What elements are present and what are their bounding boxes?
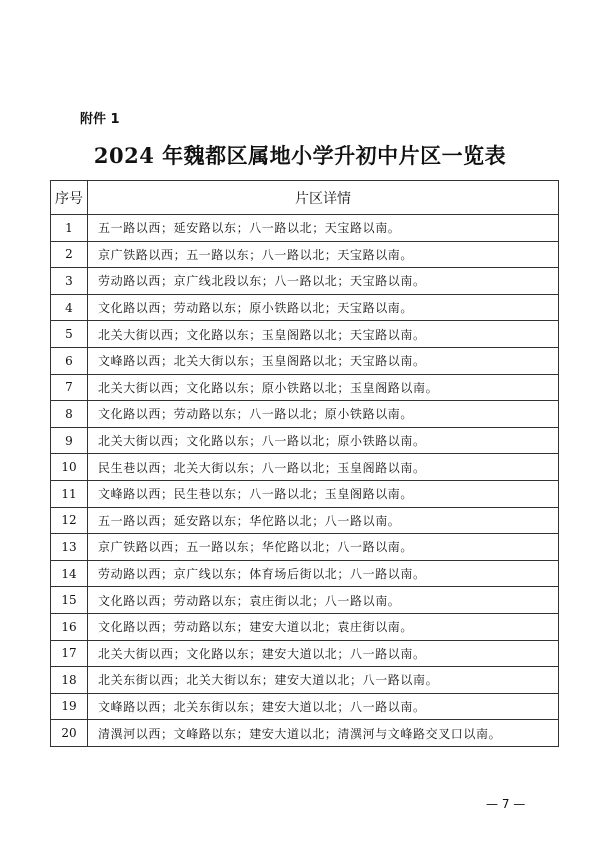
- table-row: [51, 507, 559, 534]
- table-row: [51, 241, 559, 268]
- row-detail: 北关大街以西；文化路以东；八一路以北；原小铁路以南。: [88, 427, 559, 454]
- row-number: 9: [51, 427, 88, 454]
- row-number: 17: [51, 640, 88, 667]
- table-row: [51, 347, 559, 374]
- row-number: 7: [51, 374, 88, 401]
- row-detail: 京广铁路以西；五一路以东；八一路以北；天宝路以南。: [88, 241, 559, 268]
- row-number: 4: [51, 294, 88, 321]
- page-number: — 7 —: [486, 797, 526, 811]
- table-row: [51, 640, 559, 667]
- row-detail: 北关大街以西；文化路以东；玉皇阁路以北；天宝路以南。: [88, 321, 559, 348]
- table-header-row: [51, 181, 559, 215]
- row-detail: 文峰路以西；民生巷以东；八一路以北；玉皇阁路以南。: [88, 480, 559, 507]
- row-number: 11: [51, 480, 88, 507]
- row-detail: 文化路以西；劳动路以东；建安大道以北；袁庄街以南。: [88, 613, 559, 640]
- row-number: 10: [51, 454, 88, 481]
- district-table: [50, 180, 559, 747]
- row-detail: 民生巷以西；北关大街以东；八一路以北；玉皇阁路以南。: [88, 454, 559, 481]
- row-number: 15: [51, 587, 88, 614]
- row-detail: 劳动路以西；京广线北段以东；八一路以北；天宝路以南。: [88, 268, 559, 295]
- row-detail: 北关大街以西；文化路以东；建安大道以北；八一路以南。: [88, 640, 559, 667]
- table-row: [51, 215, 559, 242]
- header-detail: 片区详情: [88, 181, 559, 215]
- table-row: [51, 534, 559, 561]
- row-detail: 五一路以西；延安路以东；华佗路以北；八一路以南。: [88, 507, 559, 534]
- table-row: [51, 454, 559, 481]
- row-number: 14: [51, 560, 88, 587]
- table-row: [51, 693, 559, 720]
- row-detail: 文化路以西；劳动路以东；八一路以北；原小铁路以南。: [88, 401, 559, 428]
- row-number: 19: [51, 693, 88, 720]
- row-number: 2: [51, 241, 88, 268]
- table-row: [51, 587, 559, 614]
- header-serial: 序号: [51, 181, 88, 215]
- table-body: [51, 215, 559, 747]
- row-number: 18: [51, 667, 88, 694]
- table-row: [51, 401, 559, 428]
- table-row: [51, 667, 559, 694]
- table-row: [51, 480, 559, 507]
- table-row: [51, 374, 559, 401]
- table-row: [51, 321, 559, 348]
- row-detail: 北关大街以西；文化路以东；原小铁路以北；玉皇阁路以南。: [88, 374, 559, 401]
- table-row: [51, 294, 559, 321]
- row-number: 6: [51, 347, 88, 374]
- row-number: 5: [51, 321, 88, 348]
- row-number: 3: [51, 268, 88, 295]
- attachment-label: 附件 1: [80, 112, 120, 127]
- row-number: 1: [51, 215, 88, 242]
- table-row: [51, 720, 559, 747]
- row-number: 12: [51, 507, 88, 534]
- row-detail: 文峰路以西；北关大街以东；玉皇阁路以北；天宝路以南。: [88, 347, 559, 374]
- row-number: 16: [51, 613, 88, 640]
- row-detail: 京广铁路以西；五一路以东；华佗路以北；八一路以南。: [88, 534, 559, 561]
- row-number: 13: [51, 534, 88, 561]
- row-number: 8: [51, 401, 88, 428]
- row-detail: 北关东街以西；北关大街以东；建安大道以北；八一路以南。: [88, 667, 559, 694]
- row-detail: 五一路以西；延安路以东；八一路以北；天宝路以南。: [88, 215, 559, 242]
- table-row: [51, 613, 559, 640]
- row-detail: 文化路以西；劳动路以东；袁庄街以北；八一路以南。: [88, 587, 559, 614]
- row-detail: 清潩河以西；文峰路以东；建安大道以北；清潩河与文峰路交叉口以南。: [88, 720, 559, 747]
- table-row: [51, 427, 559, 454]
- table-row: [51, 560, 559, 587]
- row-number: 20: [51, 720, 88, 747]
- row-detail: 劳动路以西；京广线以东；体育场后街以北；八一路以南。: [88, 560, 559, 587]
- document-title: 2024 年魏都区属地小学升初中片区一览表: [93, 143, 507, 168]
- row-detail: 文峰路以西；北关东街以东；建安大道以北；八一路以南。: [88, 693, 559, 720]
- row-detail: 文化路以西；劳动路以东；原小铁路以北；天宝路以南。: [88, 294, 559, 321]
- table-row: [51, 268, 559, 295]
